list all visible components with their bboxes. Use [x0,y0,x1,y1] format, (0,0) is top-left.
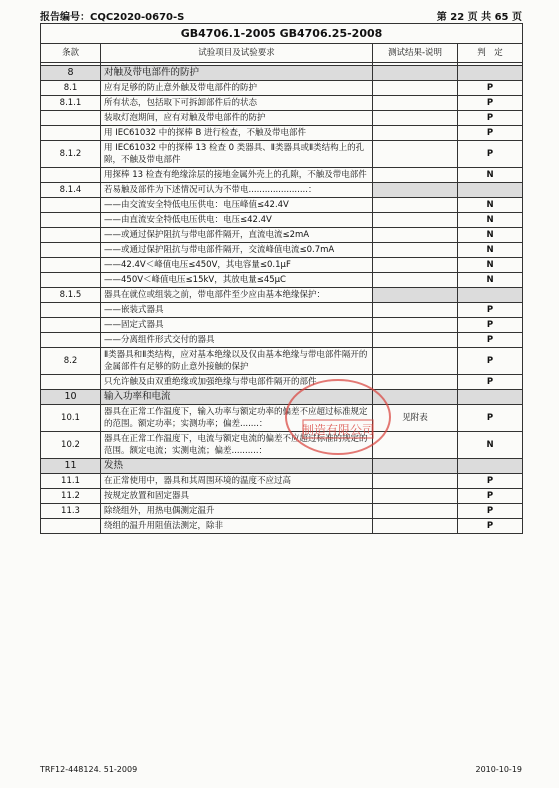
cell-result [373,474,458,489]
cell-item: ——由直流安全特低电压供电：电压≤42.4V [101,213,373,228]
standard-title: GB4706.1-2005 GB4706.25-2008 [41,24,523,44]
cell-clause: 11.2 [41,489,101,504]
cell-item: 发热 [101,459,373,474]
cell-verdict: P [458,333,523,348]
cell-clause: 8.1 [41,81,101,96]
cell-clause: 8.1.2 [41,141,101,168]
cell-clause: 8.1.1 [41,96,101,111]
report-number: 报告编号：CQC2020-0670-S [40,12,185,23]
cell-item: ——由交流安全特低电压供电：电压峰值≤42.4V [101,198,373,213]
table-row [41,390,523,405]
cell-item: ——分离组件形式交付的器具 [101,333,373,348]
cell-result [373,168,458,183]
cell-result [373,141,458,168]
cell-verdict: P [458,348,523,375]
cell-result [373,183,458,198]
cell-result [373,504,458,519]
table-row [41,318,523,333]
cell-clause: 11.1 [41,474,101,489]
cell-verdict: N [458,258,523,273]
cell-verdict [458,183,523,198]
cell-verdict: P [458,474,523,489]
cell-verdict: N [458,168,523,183]
cell-item: ——嵌装式器具 [101,303,373,318]
table-row [41,504,523,519]
cell-item: 除绕组外，用热电偶测定温升 [101,504,373,519]
cell-clause [41,273,101,288]
cell-clause [41,126,101,141]
cell-verdict: P [458,141,523,168]
cell-verdict: P [458,519,523,534]
cell-clause [41,243,101,258]
cell-item: 对触及带电部件的防护 [101,66,373,81]
cell-item: 在正常使用中，器具和其周围环境的温度不应过高 [101,474,373,489]
cell-verdict: P [458,96,523,111]
stamp-text: 制造有限公司 [301,423,375,437]
cell-verdict [458,459,523,474]
cell-verdict: P [458,126,523,141]
cell-clause [41,519,101,534]
table-row [41,66,523,81]
table-row [41,228,523,243]
col-header-item: 试验项目及试验要求 [101,44,373,63]
cell-result [373,489,458,504]
cell-item: 按规定放置和固定器具 [101,489,373,504]
cell-verdict: N [458,213,523,228]
cell-clause: 10 [41,390,101,405]
cell-item: 器具在正常工作温度下，输入功率与额定功率的偏差不应超过标准规定的范围。额定功率；实测功率；偏差.......： [101,405,373,432]
cell-clause [41,198,101,213]
cell-item: 输入功率和电流 [101,390,373,405]
table-row [41,213,523,228]
cell-clause: 8.1.5 [41,288,101,303]
cell-clause: 8.2 [41,348,101,375]
col-header-verdict: 判 定 [458,44,523,63]
table-row [41,474,523,489]
cell-clause [41,375,101,390]
table-row [41,333,523,348]
cell-item: 器具在正常工作温度下，电流与额定电流的偏差不应超过标准的规定的范围。额定电流；实测电流；偏差..........： [101,432,373,459]
cell-result [373,459,458,474]
cell-clause [41,213,101,228]
cell-result [373,273,458,288]
cell-verdict: P [458,375,523,390]
cell-item: 绕组的温升用阻值法测定，除非 [101,519,373,534]
cell-verdict: P [458,81,523,96]
cell-clause: 8 [41,66,101,81]
cell-clause: 8.1.4 [41,183,101,198]
cell-item: ——固定式器具 [101,318,373,333]
cell-result [373,390,458,405]
cell-item: Ⅱ类器具和Ⅱ类结构，应对基本绝缘以及仅由基本绝缘与带电部件隔开的金属部件有足够的防止意外接触的保护 [101,348,373,375]
table-row [41,273,523,288]
cell-verdict [458,390,523,405]
cell-result [373,66,458,81]
table-row [41,183,523,198]
cell-verdict [458,66,523,81]
cell-verdict: N [458,228,523,243]
cell-item: ——或通过保护阻抗与带电部件隔开，交流峰值电流≤0.7mA [101,243,373,258]
cell-verdict: N [458,273,523,288]
cell-result [373,432,458,459]
cell-item: 器具在就位或组装之前，带电部件至少应由基本绝缘保护： [101,288,373,303]
cell-result [373,519,458,534]
cell-item: ——450V＜峰值电压≤15kV，其放电量≤45μC [101,273,373,288]
cell-verdict: P [458,504,523,519]
cell-item: 用探棒 13 检查有绝缘涂层的接地金属外壳上的孔隙，不触及带电部件 [101,168,373,183]
table-row [41,141,523,168]
table-row [41,243,523,258]
table-row [41,96,523,111]
table-row [41,519,523,534]
cell-verdict: P [458,405,523,432]
cell-item: 只允许触及由双重绝缘或加强绝缘与带电部件隔开的部件 [101,375,373,390]
cell-item: ——或通过保护阻抗与带电部件隔开，直流电流≤2mA [101,228,373,243]
cell-clause [41,168,101,183]
cell-verdict: N [458,198,523,213]
cell-clause [41,318,101,333]
cell-verdict [458,288,523,303]
cell-item: 用 IEC61032 中的探棒 13 检查 0 类器具、Ⅱ类器具或Ⅱ类结构上的孔隙，不触及带电部件 [101,141,373,168]
cell-clause: 10.2 [41,432,101,459]
table-row [41,348,523,375]
cell-result [373,228,458,243]
cell-result [373,303,458,318]
cell-verdict: N [458,432,523,459]
cell-result [373,288,458,303]
cell-verdict: P [458,318,523,333]
cell-result: 见附表 [373,405,458,432]
cell-item: 若易触及部件为下述情况可认为不带电......................： [101,183,373,198]
cell-item: ——42.4V＜峰值电压≤450V，其电容量≤0.1μF [101,258,373,273]
table-row [41,111,523,126]
cell-result [373,243,458,258]
cell-result [373,126,458,141]
cell-result [373,96,458,111]
table-row [41,258,523,273]
table-row [41,81,523,96]
table-row [41,288,523,303]
footer-form-number: TRF12-448124. 51-2009 [40,765,138,774]
cell-result [373,258,458,273]
cell-result [373,348,458,375]
cell-clause: 11 [41,459,101,474]
col-header-result: 测试结果-说明 [373,44,458,63]
cell-result [373,111,458,126]
cell-result [373,318,458,333]
cell-result [373,375,458,390]
cell-verdict: P [458,303,523,318]
cell-clause: 10.1 [41,405,101,432]
table-row [41,405,523,432]
cell-verdict: P [458,111,523,126]
table-row [41,168,523,183]
table-row [41,126,523,141]
cell-verdict: N [458,243,523,258]
cell-result [373,81,458,96]
col-header-clause: 条款 [41,44,101,63]
cell-clause [41,228,101,243]
cell-result [373,333,458,348]
cell-clause [41,111,101,126]
cell-item: 装取灯泡期间，应有对触及带电部件的防护 [101,111,373,126]
cell-result [373,213,458,228]
table-row [41,432,523,459]
table-row [41,198,523,213]
cell-item: 所有状态，包括取下可拆卸部件后的状态 [101,96,373,111]
table-row [41,489,523,504]
footer-date: 2010-10-19 [475,765,522,774]
cell-clause [41,303,101,318]
table-row [41,375,523,390]
page-indicator: 第 22 页 共 65 页 [436,12,522,23]
cell-clause [41,258,101,273]
cell-clause [41,333,101,348]
test-results-table [40,23,523,534]
cell-verdict: P [458,489,523,504]
table-row [41,303,523,318]
cell-item: 应有足够的防止意外触及带电部件的防护 [101,81,373,96]
cell-result [373,198,458,213]
cell-clause: 11.3 [41,504,101,519]
table-row [41,459,523,474]
cell-item: 用 IEC61032 中的探棒 B 进行检查，不触及带电部件 [101,126,373,141]
